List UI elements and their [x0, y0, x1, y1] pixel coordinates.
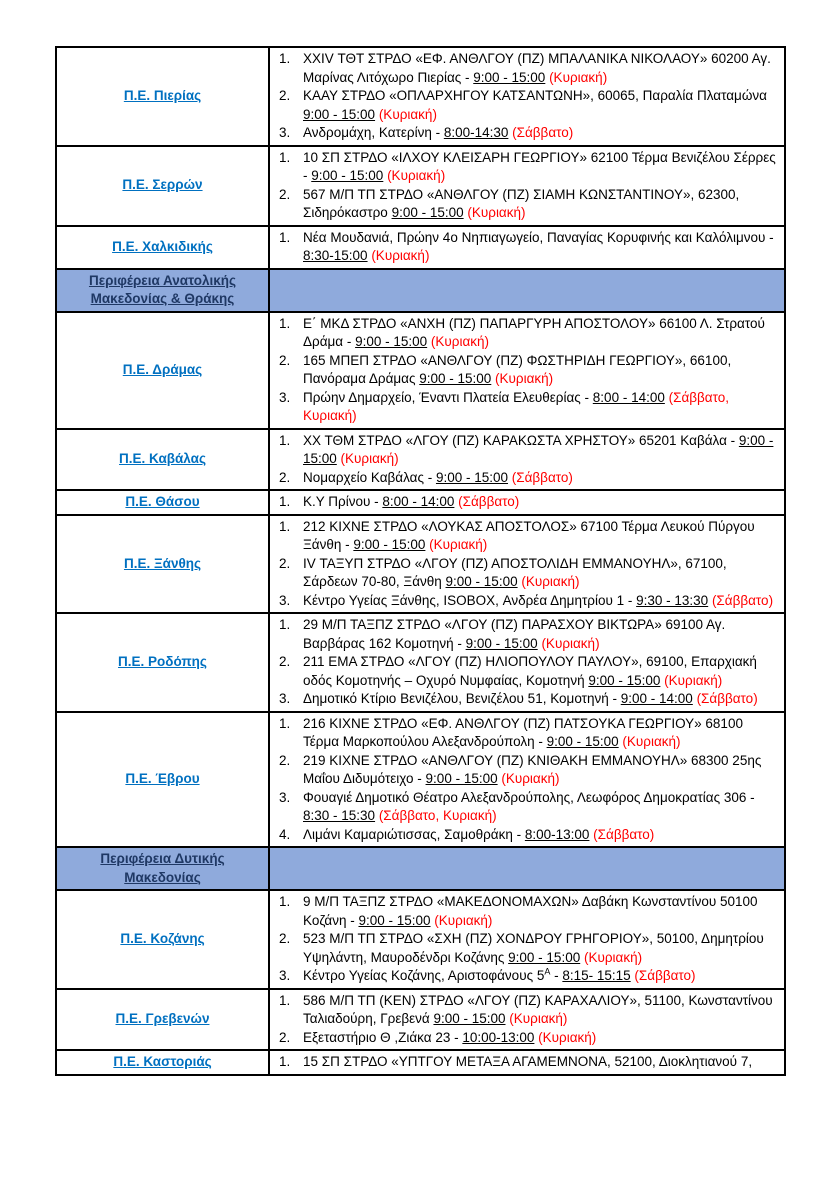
- days: (Κυριακή): [463, 205, 526, 220]
- list-item: [276, 315, 778, 352]
- list-item: [276, 1029, 778, 1048]
- table-row-serron: [57, 147, 784, 227]
- hours: 8:15- 15:15: [562, 968, 631, 983]
- locations-cell: [270, 990, 784, 1050]
- region-cell: [57, 614, 270, 711]
- table-row-evrou: [57, 713, 784, 849]
- list-item: [276, 432, 778, 469]
- region-cell: [57, 516, 270, 613]
- region-label: Π.Ε. Ροδόπης: [118, 654, 207, 669]
- region-label: Π.Ε. Πιερίας: [123, 88, 202, 103]
- hours: 9:00 - 15:00: [311, 168, 384, 183]
- location-text: Νέα Μουδανιά, Πρώην 4ο Νηπιαγωγείο, Παναγίας Κορυφινής και Καλόλιμνου - 8:30-15:00 (Κυριακή): [303, 229, 774, 263]
- location-text: XXIV ΤΘΤ ΣΤΡΔΟ «ΕΦ. ΑΝΘΛΓΟΥ (ΠΖ) ΜΠΑΛΑΝΙΚΑ ΝΙΚΟΛΑΟΥ» 60200 Αγ. Μαρίνας Λιτόχωρο Πιερίας - 9:00 - 15:00 (Κυριακή): [303, 51, 771, 85]
- list-item: [276, 493, 778, 512]
- region-label: Π.Ε. Καβάλας: [119, 451, 206, 466]
- list-item: [276, 826, 778, 845]
- region-label: Π.Ε. Κοζάνης: [120, 931, 205, 946]
- days: (Σάββατο): [508, 469, 573, 485]
- hours: 9:30 - 13:30: [636, 592, 709, 608]
- location-text: 165 ΜΠΕΠ ΣΤΡΔΟ «ΑΝΘΛΓΟΥ (ΠΖ) ΦΩΣΤΗΡΙΔΗ ΓΕΩΡΓΙΟΥ», 66100, Πανόραμα Δράμας 9:00 - 15:00 (Κυριακή): [303, 352, 732, 386]
- hours: 8:00 - 14:00: [382, 494, 455, 509]
- days: (Κυριακή): [517, 574, 580, 589]
- days: (Κυριακή): [375, 106, 437, 122]
- hours: 9:00 - 15:00: [433, 1011, 506, 1026]
- location-text: 219 ΚΙΧΝΕ ΣΤΡΔΟ «ΑΝΘΛΓΟΥ (ΠΖ) ΚΝΙΘΑΚΗ ΕΜΜΑΝΟΥΗΛ» 68300 25ης Μαΐου Διδυμότειχο - 9:00 - 15:00 (Κυριακή): [303, 752, 762, 786]
- list-item: [276, 789, 778, 826]
- list-item: [276, 967, 778, 986]
- hours: 9:00 - 15:00: [419, 371, 492, 386]
- days: (Κυριακή): [430, 912, 493, 928]
- days: (Κυριακή): [660, 672, 723, 688]
- table-row-kavalas: [57, 430, 784, 492]
- locations-cell: [270, 491, 784, 514]
- hours: 8:00 - 14:00: [592, 389, 665, 405]
- region-label: Π.Ε. Σερρών: [122, 177, 203, 193]
- section-header-empty-cell: [270, 270, 784, 311]
- location-text: 212 ΚΙΧΝΕ ΣΤΡΔΟ «ΛΟΥΚΑΣ ΑΠΟΣΤΟΛΟΣ» 67100 Τέρμα Λευκού Πύργου Ξάνθη - 9:00 - 15:00 (Κυριακή): [303, 518, 755, 552]
- days: (Σάββατο, Κυριακή): [375, 808, 497, 823]
- location-text: 15 ΣΠ ΣΤΡΔΟ «ΥΠΤΓΟΥ ΜΕΤΑΞΑ ΑΓΑΜΕΜΝΟΝΑ, 52100, Διοκλητιανού 7,: [303, 1054, 753, 1069]
- list-item: [276, 690, 778, 709]
- list-item: [276, 186, 778, 223]
- location-text: Ανδρομάχη, Κατερίνη - 8:00-14:30 (Σάββατο): [303, 125, 574, 140]
- days: (Κυριακή): [618, 734, 681, 749]
- list-item: [276, 715, 778, 752]
- list-item: [276, 555, 778, 592]
- location-text: Κέντρο Υγείας Ξάνθης, ISOBOX, Ανδρέα Δημητρίου 1 - 9:30 - 13:30 (Σάββατο): [303, 592, 774, 608]
- days: (Σάββατο, Κυριακή): [303, 389, 729, 423]
- list-item: [276, 752, 778, 789]
- locations-cell: [270, 48, 784, 145]
- list-item: [276, 149, 778, 186]
- hours: 8:00-13:00: [524, 826, 590, 842]
- list-item: [276, 87, 778, 124]
- list-item: [276, 518, 778, 555]
- hours: 10:00-13:00: [462, 1029, 535, 1045]
- table-row-pierias: [57, 48, 784, 147]
- region-label: Π.Ε. Γρεβενών: [115, 1011, 210, 1026]
- list-item: [276, 389, 778, 426]
- days: (Σάββατο): [589, 826, 655, 842]
- list-item: [276, 930, 778, 967]
- locations-cell: [270, 614, 784, 711]
- table-row-dramas: [57, 313, 784, 430]
- hours: 9:00 - 15:00: [303, 432, 774, 466]
- table-row-thasou: [57, 491, 784, 516]
- hours: 9:00 - 15:00: [303, 106, 376, 122]
- list-item: [276, 992, 778, 1029]
- location-text: Δημοτικό Κτίριο Βενιζέλου, Βενιζέλου 51, Κομοτηνή - 9:00 - 14:00 (Σάββατο): [303, 691, 758, 706]
- table-row-rodopis: [57, 614, 784, 713]
- days: (Κυριακή): [367, 248, 430, 263]
- days: (Κυριακή): [505, 1011, 568, 1026]
- hours: 9:00 - 15:00: [465, 635, 538, 651]
- region-cell: [57, 891, 270, 988]
- location-text: Ε΄ ΜΚΔ ΣΤΡΔΟ «ΑΝΧΗ (ΠΖ) ΠΑΠΑΡΓΥΡΗ ΑΠΟΣΤΟΛΟΥ» 66100 Λ. Στρατού Δράμα - 9:00 - 15:00 (Κυριακή): [303, 315, 765, 349]
- days: (Σάββατο): [708, 592, 774, 608]
- location-text: Κ.Υ Πρίνου - 8:00 - 14:00 (Σάββατο): [303, 494, 520, 509]
- region-cell: [57, 713, 270, 847]
- location-text: 523 Μ/Π ΤΠ ΣΤΡΔΟ «ΣΧΗ (ΠΖ) ΧΟΝΔΡΟΥ ΓΡΗΓΟΡΙΟΥ», 50100, Δημητρίου Υψηλάντη, Μαυροδένδρι Κοζάνης 9:00 - 15:00 (Κυριακή): [303, 931, 764, 965]
- region-cell: [57, 430, 270, 490]
- superscript-a: Α: [544, 966, 551, 977]
- region-cell: [57, 990, 270, 1050]
- location-text: ΧΧ ΤΘΜ ΣΤΡΔΟ «ΛΓΟΥ (ΠΖ) ΚΑΡΑΚΩΣΤΑ ΧΡΗΣΤΟΥ» 65201 Καβάλα - 9:00 - 15:00 (Κυριακή): [303, 432, 774, 466]
- location-text: Λιμάνι Καμαριώτισσας, Σαμοθράκη - 8:00-13:00 (Σάββατο): [303, 826, 655, 842]
- locations-cell: [270, 516, 784, 613]
- hours: 9:00 - 15:00: [355, 334, 428, 349]
- region-cell: [57, 313, 270, 428]
- days: (Κυριακή): [383, 168, 446, 183]
- hours: 9:00 - 15:00: [473, 69, 546, 85]
- days: (Κυριακή): [425, 537, 488, 552]
- hours: 9:00 - 15:00: [546, 734, 619, 749]
- locations-cell: [270, 891, 784, 988]
- section-header-row-east-macedonia-thrace: [57, 270, 784, 313]
- location-text: Κέντρο Υγείας Κοζάνης, Αριστοφάνους $5^A$ - 8:15- 15:15 (Σάββατο): [303, 966, 696, 983]
- hours: 9:00 - 15:00: [353, 537, 426, 552]
- days: (Κυριακή): [497, 771, 560, 786]
- hours: 9:00 - 14:00: [620, 691, 693, 706]
- location-text: Φουαγιέ Δημοτικό Θέατρο Αλεξανδρούπολης, Λεωφόρος Δημοκρατίας 306 - 8:30 - 15:30 (Σάββατο, Κυριακή): [303, 789, 755, 823]
- locations-cell: [270, 227, 784, 268]
- section-header-label: Περιφέρεια Δυτικής Μακεδονίας: [100, 851, 225, 885]
- location-text: 586 Μ/Π ΤΠ (ΚΕΝ) ΣΤΡΔΟ «ΛΓΟΥ (ΠΖ) ΚΑΡΑΧΑΛΙΟΥ», 51100, Κωνσταντίνου Ταλιαδούρη, Γρεβενά 9:00 - 15:00 (Κυριακή): [303, 992, 773, 1026]
- location-text: Νομαρχείο Καβάλας - 9:00 - 15:00 (Σάββατο): [303, 469, 573, 485]
- location-text: 10 ΣΠ ΣΤΡΔΟ «ΙΛΧΟΥ ΚΛΕΙΣΑΡΗ ΓΕΩΡΓΙΟΥ» 62100 Τέρμα Βενιζέλου Σέρρες - 9:00 - 15:00 (Κυριακή): [303, 149, 776, 183]
- location-text: 9 Μ/Π ΤΑΞΠΖ ΣΤΡΔΟ «ΜΑΚΕΔΟΝΟΜΑΧΩΝ» Δαβάκη Κωνσταντίνου 50100 Κοζάνη - 9:00 - 15:00 (Κυριακή): [303, 894, 758, 928]
- days: (Σάββατο): [692, 691, 758, 706]
- list-item: [276, 229, 778, 266]
- section-header-cell: [57, 848, 270, 889]
- region-cell: [57, 1051, 270, 1074]
- list-item: [276, 893, 778, 930]
- region-cell: [57, 48, 270, 145]
- location-text: ΚΑΑΥ ΣΤΡΔΟ «ΟΠΛΑΡΧΗΓΟΥ ΚΑΤΣΑΝΤΩΝΗ», 60065, Παραλία Πλαταμώνα 9:00 - 15:00 (Κυριακή): [303, 88, 767, 122]
- list-item: [276, 616, 778, 653]
- days: (Κυριακή): [336, 451, 399, 466]
- hours: 9:00 - 15:00: [358, 912, 431, 928]
- section-header-cell: [57, 270, 270, 311]
- table-row-chalkidikis: [57, 227, 784, 270]
- hours: 8:00-14:30: [443, 125, 509, 140]
- days: (Σάββατο): [454, 494, 520, 509]
- hours: 9:00 - 15:00: [445, 574, 518, 589]
- table-row-kozanis: [57, 891, 784, 990]
- table-row-kastorias: [57, 1051, 784, 1074]
- section-header-empty-cell: [270, 848, 784, 889]
- locations-cell: [270, 313, 784, 428]
- list-item: [276, 1053, 778, 1072]
- days: (Κυριακή): [491, 371, 554, 386]
- days: (Κυριακή): [534, 1029, 597, 1045]
- hours: 9:00 - 15:00: [435, 469, 509, 485]
- region-cell: [57, 147, 270, 225]
- location-text: 216 ΚΙΧΝΕ ΣΤΡΔΟ «ΕΦ. ΑΝΘΛΓΟΥ (ΠΖ) ΠΑΤΣΟΥΚΑ ΓΕΩΡΓΙΟΥ» 68100 Τέρμα Μαρκοπούλου Αλεξανδρούπολη - 9:00 - 15:00 (Κυριακή): [303, 715, 743, 749]
- list-item: [276, 352, 778, 389]
- days: (Κυριακή): [537, 635, 600, 651]
- locations-cell: [270, 1051, 784, 1074]
- region-label: Π.Ε. Ξάνθης: [123, 555, 202, 571]
- locations-cell: [270, 713, 784, 847]
- days: (Σάββατο): [630, 968, 696, 983]
- hours: 9:00 - 15:00: [588, 672, 661, 688]
- region-cell: [57, 227, 270, 268]
- location-text: 211 ΕΜΑ ΣΤΡΔΟ «ΛΓΟΥ (ΠΖ) ΗΛΙΟΠΟΥΛΟΥ ΠΑΥΛΟΥ», 69100, Επαρχιακή οδός Κομοτηνής – Οχυρό Νυμφαίας, Κομοτηνή 9:00 - 15:00 (Κυριακή): [303, 654, 757, 688]
- location-text: Πρώην Δημαρχείο, Έναντι Πλατεία Ελευθερίας - 8:00 - 14:00 (Σάββατο, Κυριακή): [303, 389, 729, 423]
- location-text: Εξεταστήριο Θ ,Ζιάκα 23 - 10:00-13:00 (Κυριακή): [303, 1029, 597, 1045]
- region-cell: [57, 491, 270, 514]
- hours: 9:00 - 15:00: [391, 205, 464, 220]
- region-label: Π.Ε. Δράμας: [122, 361, 203, 377]
- polling-stations-table: [55, 46, 786, 1076]
- region-label: Π.Ε. Χαλκιδικής: [112, 238, 213, 254]
- table-row-grevenon: [57, 990, 784, 1052]
- table-row-xanthis: [57, 516, 784, 615]
- hours: 8:30 - 15:30: [303, 808, 376, 823]
- list-item: [276, 50, 778, 87]
- list-item: [276, 592, 778, 611]
- hours: 9:00 - 15:00: [508, 949, 581, 965]
- locations-cell: [270, 147, 784, 225]
- days: (Σάββατο): [508, 125, 574, 140]
- list-item: [276, 469, 778, 488]
- region-label: Π.Ε. Θάσου: [125, 494, 200, 509]
- list-item: [276, 653, 778, 690]
- days: (Κυριακή): [545, 69, 608, 85]
- days: (Κυριακή): [580, 949, 643, 965]
- section-header-row-west-macedonia: [57, 848, 784, 891]
- section-header-label: Περιφέρεια Ανατολικής Μακεδονίας & Θράκης: [88, 272, 237, 306]
- region-label: Π.Ε. Έβρου: [125, 771, 200, 786]
- locations-cell: [270, 430, 784, 490]
- region-label: Π.Ε. Καστοριάς: [113, 1054, 212, 1069]
- location-text: IV ΤΑΞΥΠ ΣΤΡΔΟ «ΛΓΟΥ (ΠΖ) ΑΠΟΣΤΟΛΙΔΗ ΕΜΜΑΝΟΥΗΛ», 67100, Σάρδεων 70-80, Ξάνθη 9:00 - 15:00 (Κυριακή): [303, 555, 727, 589]
- location-text: 29 Μ/Π ΤΑΞΠΖ ΣΤΡΔΟ «ΛΓΟΥ (ΠΖ) ΠΑΡΑΣΧΟΥ ΒΙΚΤΩΡΑ» 69100 Αγ. Βαρβάρας 162 Κομοτηνή - 9:00 - 15:00 (Κυριακή): [303, 617, 726, 651]
- days: (Κυριακή): [427, 334, 490, 349]
- location-text: 567 Μ/Π ΤΠ ΣΤΡΔΟ «ΑΝΘΛΓΟΥ (ΠΖ) ΣΙΑΜΗ ΚΩΝΣΤΑΝΤΙΝΟΥ», 62300, Σιδηρόκαστρο 9:00 - 15:00 (Κυριακή): [303, 186, 740, 220]
- hours: 8:30-15:00: [303, 248, 368, 263]
- hours: 9:00 - 15:00: [425, 771, 498, 786]
- list-item: [276, 124, 778, 143]
